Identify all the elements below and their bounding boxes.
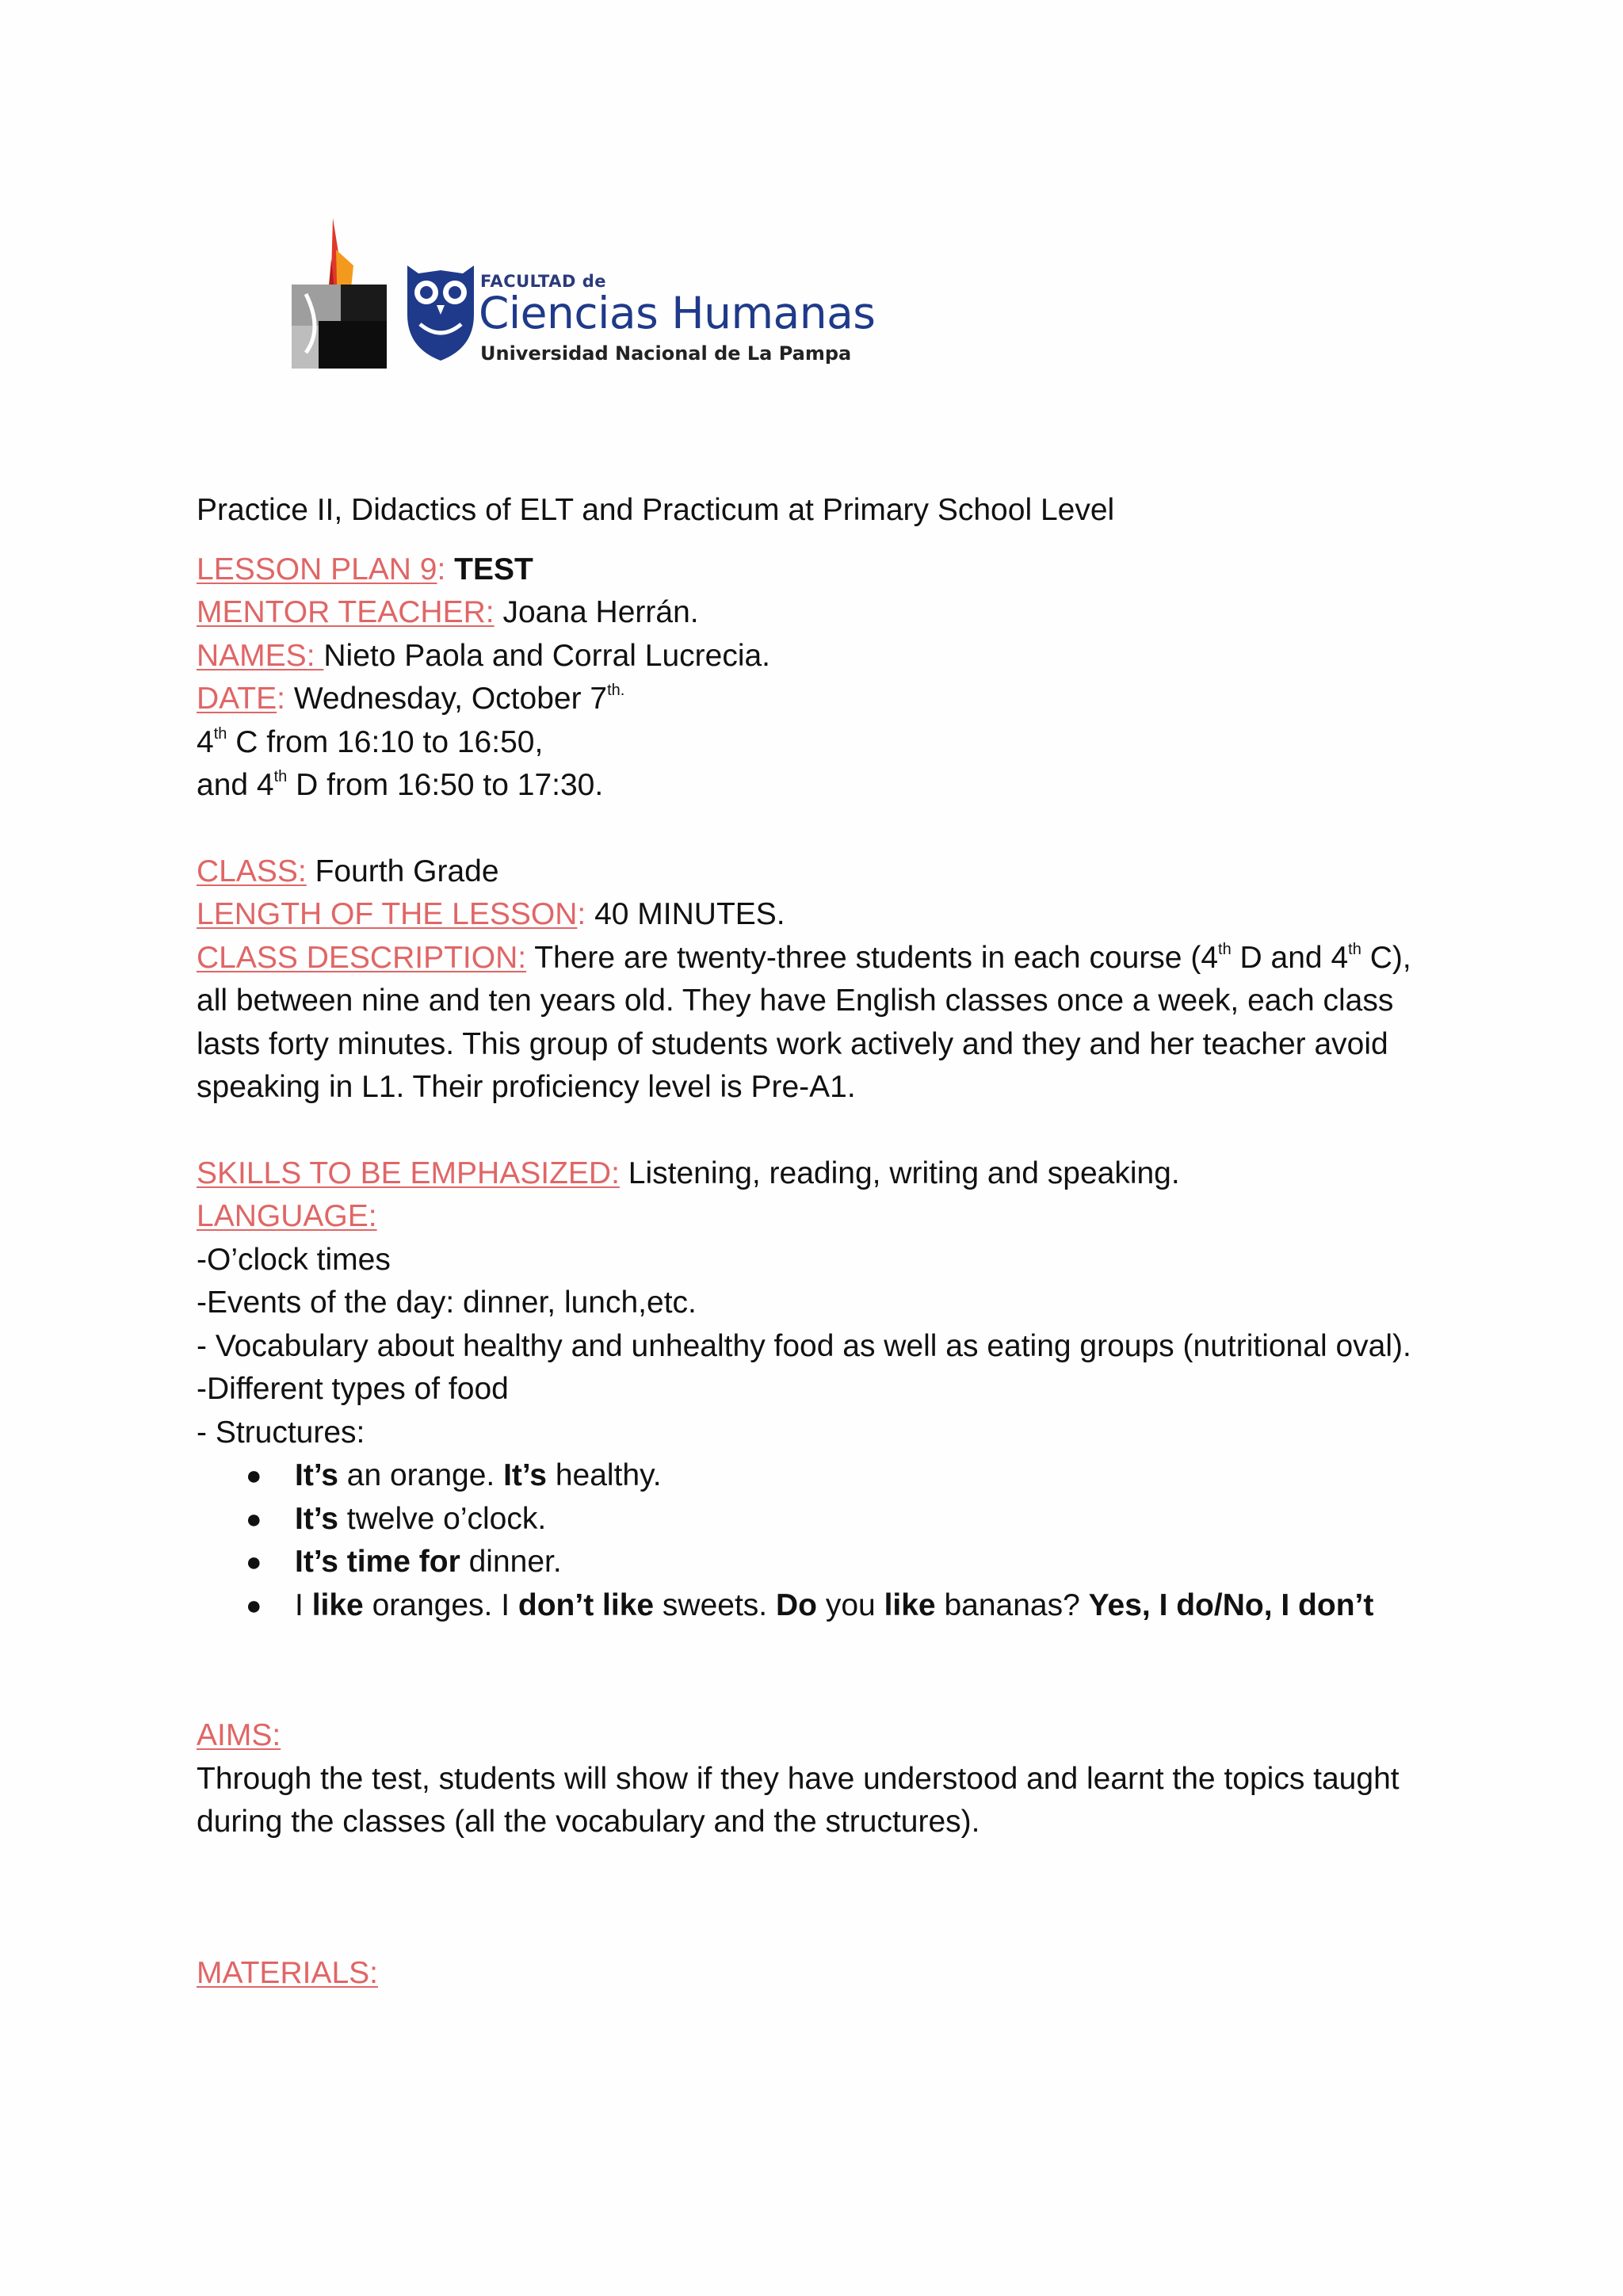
logo-faculty-small: FACULTAD de [480, 272, 607, 291]
structure-text: healthy. [555, 1458, 662, 1492]
schedule-line-2 [197, 764, 1433, 808]
lesson-plan-line [197, 548, 1433, 592]
schedule-2-rest: D from 16:50 to 17:30. [296, 768, 604, 802]
mentor-label: MENTOR TEACHER: [197, 595, 495, 629]
lesson-plan-value: TEST [454, 552, 533, 586]
bullet-icon: ● [246, 1503, 262, 1534]
structure-bold: Yes, I do/No, I don’t [1088, 1587, 1374, 1622]
structure-item [197, 1454, 1433, 1498]
length-line [197, 893, 1433, 937]
structure-text: oranges. I [372, 1587, 510, 1622]
names-line [197, 635, 1433, 678]
language-item: - Vocabulary about healthy and unhealthy food as well as eating groups (nutritional oval). [197, 1328, 1411, 1363]
names-label: NAMES: [197, 638, 315, 673]
class-value: Fourth Grade [315, 854, 499, 888]
faculty-logo [292, 218, 876, 369]
class-description-part3: C), all between nine and ten years old. They have English classes once a week, each class lasts forty minutes. This group of students work actively and they and her teacher avoid speaking in L1. Their proficiency level is Pre-A1. [197, 940, 1411, 1104]
class-line [197, 850, 1433, 894]
structure-text: sweets. [662, 1587, 768, 1622]
language-item: -O’clock times [197, 1242, 391, 1277]
course-title: Practice II, Didactics of ELT and Practicum at Primary School Level [197, 493, 1115, 527]
structure-bold: like [884, 1587, 936, 1622]
structures-list [197, 1454, 1433, 1627]
aims-label: AIMS: [197, 1718, 281, 1752]
structure-bold: It’s [295, 1501, 338, 1536]
mentor-value: Joana Herrán. [502, 595, 699, 629]
class-description-sup2: th [1348, 940, 1361, 958]
flame-emblem-icon [292, 218, 387, 369]
structure-text: dinner. [468, 1545, 562, 1579]
date-line [197, 678, 1433, 721]
structure-bold: It’s time for [295, 1545, 460, 1579]
skills-value: Listening, reading, writing and speaking. [628, 1156, 1180, 1190]
schedule-line-1 [197, 721, 1433, 765]
names-value: Nieto Paola and Corral Lucrecia. [323, 638, 771, 673]
bullet-icon: ● [246, 1461, 262, 1491]
logo-faculty-name: Ciencias Humanas [479, 288, 876, 338]
class-description-part2: D and 4 [1239, 940, 1349, 975]
lesson-plan-content [197, 489, 1433, 1995]
structure-bold: Do [775, 1587, 817, 1622]
class-description-sup1: th [1218, 940, 1232, 958]
date-label: DATE [197, 682, 277, 716]
lesson-plan-sep: : [437, 552, 446, 586]
owl-icon [403, 259, 479, 362]
date-value: Wednesday, October 7 [293, 682, 608, 716]
class-description-paragraph [197, 937, 1433, 1110]
class-description-part1: There are twenty-three students in each course (4 [534, 940, 1219, 975]
schedule-1-sup: th [213, 724, 227, 743]
structure-item [197, 1498, 1433, 1541]
bullet-icon: ● [246, 1590, 262, 1621]
language-heading [197, 1195, 1433, 1239]
lesson-plan-label: LESSON PLAN 9 [197, 552, 437, 586]
class-label: CLASS: [197, 854, 307, 888]
structure-bold: like [311, 1587, 364, 1622]
structure-text: I [295, 1587, 304, 1622]
bullet-icon: ● [246, 1547, 262, 1577]
structure-item [197, 1541, 1433, 1584]
language-item: -Events of the day: dinner, lunch,etc. [197, 1286, 697, 1320]
structure-text: an orange. [346, 1458, 495, 1492]
aims-text: Through the test, students will show if they have understood and learnt the topics taught during the classes (all the vocabulary and the structures). [197, 1761, 1400, 1839]
date-sep: : [277, 682, 285, 716]
schedule-2-pre: and 4 [197, 768, 274, 802]
structure-bold: don’t like [517, 1587, 655, 1622]
logo-university: Universidad Nacional de La Pampa [480, 342, 852, 365]
structure-text: twelve o’clock. [346, 1501, 547, 1536]
structure-text: you [825, 1587, 876, 1622]
schedule-2-sup: th [273, 768, 288, 785]
class-description-label: CLASS DESCRIPTION: [197, 940, 527, 975]
materials-heading [197, 1952, 1433, 1996]
structure-item [197, 1584, 1484, 1628]
skills-label: SKILLS TO BE EMPHASIZED: [197, 1156, 620, 1190]
length-sep: : [577, 897, 586, 931]
skills-line [197, 1152, 1433, 1196]
length-value: 40 MINUTES. [594, 897, 785, 931]
schedule-1-num: 4 [197, 724, 214, 759]
structure-bold: It’s [295, 1458, 338, 1492]
structure-bold: It’s [503, 1458, 547, 1492]
language-item: - Structures: [197, 1415, 365, 1450]
schedule-1-rest: C from 16:10 to 16:50, [235, 724, 544, 759]
aims-heading [197, 1714, 1433, 1758]
mentor-line [197, 591, 1433, 635]
length-label: LENGTH OF THE LESSON [197, 897, 578, 931]
materials-label: MATERIALS: [197, 1955, 378, 1990]
language-item: -Different types of food [197, 1372, 509, 1406]
structure-text: bananas? [944, 1587, 1080, 1622]
date-sup: th. [607, 682, 625, 699]
language-label: LANGUAGE: [197, 1199, 377, 1233]
